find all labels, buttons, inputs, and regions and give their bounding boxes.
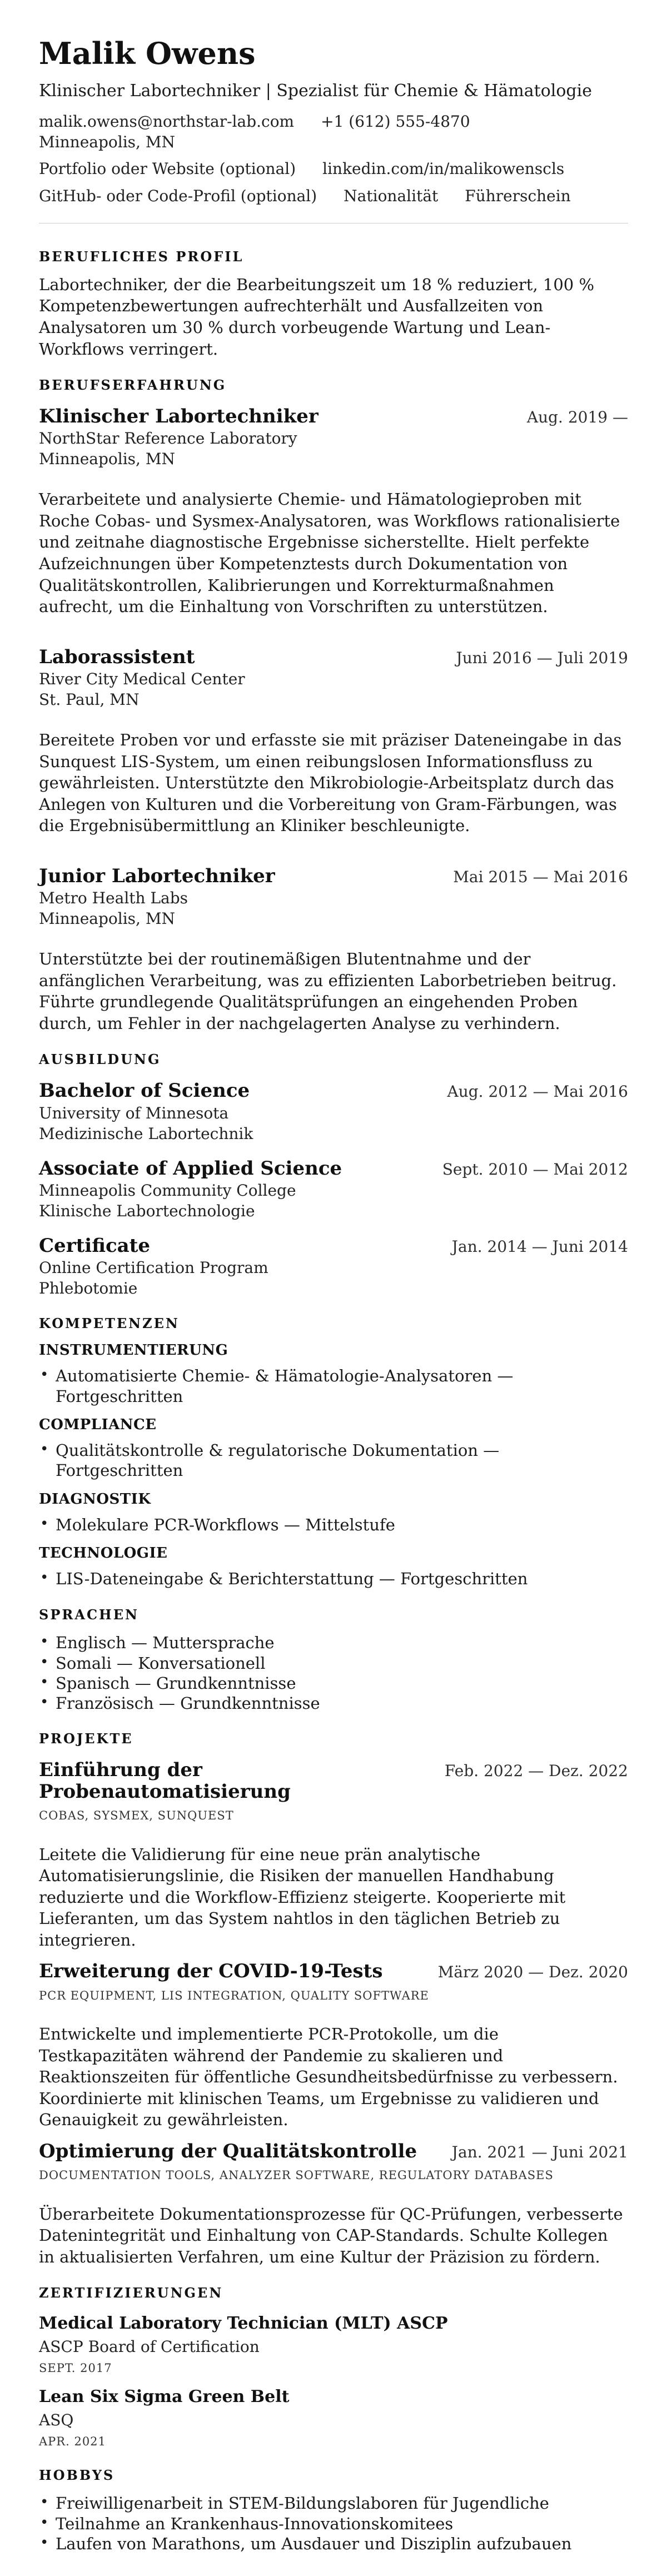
- certification-issuer: ASQ: [39, 2411, 74, 2430]
- certification-date: SEPT. 2017: [39, 2361, 112, 2375]
- contact-drivers-license: Führerschein: [465, 186, 571, 205]
- education-dates: Jan. 2014 — Juni 2014: [451, 1237, 628, 1256]
- skill-item: • Molekulare PCR-Workflows — Mittelstufe: [39, 1515, 628, 1535]
- degree-title: Certificate: [39, 1235, 151, 1257]
- field-of-study: Klinische Labortechnologie: [39, 1202, 255, 1221]
- education-header: [39, 1080, 628, 1102]
- education-header: [39, 1158, 628, 1180]
- job-title: Laborassistent: [39, 645, 195, 668]
- skill-list: [39, 1440, 628, 1481]
- job-dates: Aug. 2019 —: [526, 407, 628, 426]
- project-entries: [39, 1759, 628, 2267]
- hobby-item: • Freiwilligenarbeit in STEM-Bildungslaboren für Jugendliche: [39, 2493, 628, 2513]
- contact-row: [39, 186, 628, 206]
- section-heading: PROJEKTE: [39, 1730, 133, 1747]
- job-company: River City Medical Center: [39, 670, 245, 689]
- project-header: [39, 2141, 628, 2162]
- project-entry: [39, 1961, 628, 2131]
- certification-entry: [39, 2314, 628, 2376]
- contact-nationality: Nationalität: [344, 186, 439, 205]
- certification-issuer: ASCP Board of Certification: [39, 2338, 260, 2356]
- job-title: Klinischer Labortechniker: [39, 405, 318, 427]
- page-title: Malik Owens: [39, 36, 256, 71]
- certification-entry: [39, 2387, 628, 2449]
- job-headline: Klinischer Labortechniker | Spezialist für Chemie & Hämatologie: [39, 81, 592, 101]
- project-tools: PCR EQUIPMENT, LIS INTEGRATION, QUALITY SOFTWARE: [39, 1988, 429, 2002]
- section-heading: BERUFLICHES PROFIL: [39, 248, 244, 265]
- skill-group-title: INSTRUMENTIERUNG: [39, 1342, 228, 1359]
- section-hobbies: [39, 2468, 628, 2554]
- section-experience: [39, 377, 628, 1034]
- experience-entries: [39, 406, 628, 1035]
- hobby-list: [39, 2493, 628, 2554]
- hobby-item: • Laufen von Marathons, um Ausdauer und Disziplin aufzubauen: [39, 2534, 628, 2554]
- project-entry: [39, 2141, 628, 2267]
- project-header: [39, 1961, 628, 1982]
- project-header: [39, 1759, 628, 1803]
- education-entry: [39, 1158, 628, 1221]
- section-heading: KOMPETENZEN: [39, 1315, 180, 1332]
- job-description: Unterstützte bei der routinemäßigen Blutentnahme und der anfänglichen Verarbeitung, was zu effizienten Laborbetrieben beitrug. Führte grundlegende Qualitätsprüfungen an eingehenden Proben durch, um Fehler in der nachgelagerten Analyse zu verhindern.: [39, 949, 617, 1033]
- project-description: Entwickelte und implementierte PCR-Protokolle, um die Testkapazitäten während der Pandemie zu skalieren und Reaktionszeiten für öffentliche Gesundheitsbedürfnisse zu verbessern. Koordinierte mit klinischen Teams, um Ergebnisse zu validieren und Genauigkeit zu gewährleisten.: [39, 2025, 618, 2130]
- skill-group: [39, 1416, 628, 1481]
- school-name: University of Minnesota: [39, 1103, 229, 1122]
- section-heading: HOBBYS: [39, 2466, 115, 2483]
- resume-header: [39, 37, 628, 223]
- project-entry: [39, 1759, 628, 1951]
- project-description: Leitete die Validierung für eine neue prän analytische Automatisierungslinie, die Risiken der manuellen Handhabung reduzierte und die Workflow-Effizienz steigerte. Kooperierte mit Lieferanten, um das System nahtlos in den täglichen Betrieb zu integrieren.: [39, 1844, 566, 1950]
- language-item: • Spanisch — Grundkenntnisse: [39, 1673, 628, 1693]
- project-description: Überarbeitete Dokumentationsprozesse für QC-Prüfungen, verbesserte Datenintegrität und Einhaltung von CAP-Standards. Schulte Kollegen in aktualisierten Verfahren, um eine Kultur der Präzision zu fördern.: [39, 2204, 623, 2266]
- skill-group-title: COMPLIANCE: [39, 1416, 157, 1433]
- certification-date: APR. 2021: [39, 2435, 106, 2449]
- job-company: Metro Health Labs: [39, 889, 188, 908]
- skill-group-title: DIAGNOSTIK: [39, 1490, 151, 1508]
- section-heading: ZERTIFIZIERUNGEN: [39, 2285, 223, 2301]
- job-description: Verarbeitete und analysierte Chemie- und Hämatologieproben mit Roche Cobas- und Sysmex-Analysatoren, was Workflows rationalisierte und zeitnahe diagnostische Ergebnisse sicherstellte. Hielt perfekte Aufzeichnungen über Kompetenztests durch Dokumentation von Qualitätskontrollen, Kalibrierungen und Korrekturmaßnahmen aufrecht, um die Einhaltung von Vorschriften zu unterstützen.: [39, 490, 620, 616]
- project-tools: DOCUMENTATION TOOLS, ANALYZER SOFTWARE, REGULATORY DATABASES: [39, 2169, 554, 2182]
- profile-summary: Labortechniker, der die Bearbeitungszeit um 18 % reduziert, 100 % Kompetenzbewertungen aufrechterhält und Ausfallzeiten von Analysatoren um 30 % durch vorbeugende Wartung und Lean-Workflows verringert.: [39, 275, 595, 359]
- hobby-item: • Teilnahme an Krankenhaus-Innovationskomitees: [39, 2514, 628, 2534]
- section-heading: AUSBILDUNG: [39, 1051, 161, 1068]
- job-entry: [39, 647, 628, 837]
- education-dates: Sept. 2010 — Mai 2012: [442, 1160, 628, 1178]
- skill-group: [39, 1342, 628, 1406]
- project-tools: COBAS, SYSMEX, SUNQUEST: [39, 1809, 234, 1823]
- job-header: [39, 866, 628, 887]
- degree-title: Associate of Applied Science: [39, 1157, 342, 1180]
- skill-item: • Automatisierte Chemie- & Hämatologie-Analysatoren — Fortgeschritten: [39, 1366, 628, 1406]
- contact-block: [39, 112, 628, 206]
- job-company: NorthStar Reference Laboratory: [39, 429, 297, 448]
- section-heading: BERUFSERFAHRUNG: [39, 377, 227, 394]
- contact-portfolio: Portfolio oder Website (optional): [39, 160, 296, 178]
- job-header: [39, 647, 628, 668]
- school-name: Minneapolis Community College: [39, 1181, 296, 1200]
- job-description: Bereitete Proben vor und erfasste sie mit präziser Dateneingabe in das Sunquest LIS-System, um einen reibungslosen Informationsfluss zu gewährleisten. Unterstützte den Mikrobiologie-Arbeitsplatz durch das Anlegen von Kulturen und die Vorbereitung von Gram-Färbungen, was die Ergebnisübermittlung an Kliniker beschleunigte.: [39, 730, 622, 836]
- certification-entries: [39, 2314, 628, 2450]
- contact-email: malik.owens@northstar-lab.com: [39, 112, 295, 131]
- project-title: Einführung der Probenautomatisierung: [39, 1759, 291, 1803]
- job-title: Junior Labortechniker: [39, 864, 275, 887]
- certification-name: Lean Six Sigma Green Belt: [39, 2387, 290, 2407]
- section-certifications: [39, 2285, 628, 2449]
- job-location: Minneapolis, MN: [39, 450, 175, 469]
- section-projects: [39, 1731, 628, 2267]
- contact-location: Minneapolis, MN: [39, 132, 175, 151]
- job-header: [39, 406, 628, 427]
- education-header: [39, 1235, 628, 1257]
- language-item: • Englisch — Muttersprache: [39, 1633, 628, 1653]
- education-dates: Aug. 2012 — Mai 2016: [447, 1082, 628, 1101]
- section-skills: [39, 1316, 628, 1589]
- field-of-study: Medizinische Labortechnik: [39, 1124, 253, 1143]
- contact-linkedin: linkedin.com/in/malikowenscls: [322, 160, 565, 178]
- skill-group-title: TECHNOLOGIE: [39, 1545, 168, 1562]
- contact-row: [39, 159, 628, 179]
- job-dates: Mai 2015 — Mai 2016: [453, 867, 628, 886]
- contact-row: [39, 112, 628, 152]
- language-item: • Somali — Konversationell: [39, 1653, 628, 1673]
- school-name: Online Certification Program: [39, 1259, 268, 1277]
- section-languages: [39, 1607, 628, 1714]
- section-heading: SPRACHEN: [39, 1606, 139, 1623]
- section-education: [39, 1052, 628, 1298]
- project-title: Optimierung der Qualitätskontrolle: [39, 2140, 417, 2162]
- job-location: Minneapolis, MN: [39, 909, 175, 928]
- skill-group: [39, 1491, 628, 1535]
- skill-list: [39, 1366, 628, 1406]
- project-dates: Jan. 2021 — Juni 2021: [451, 2142, 628, 2161]
- project-title: Erweiterung der COVID-19-Tests: [39, 1960, 383, 1983]
- field-of-study: Phlebotomie: [39, 1279, 138, 1298]
- skill-group: [39, 1545, 628, 1589]
- job-dates: Juni 2016 — Juli 2019: [456, 648, 628, 667]
- skill-item: • Qualitätskontrolle & regulatorische Dokumentation — Fortgeschritten: [39, 1440, 628, 1481]
- project-dates: März 2020 — Dez. 2020: [437, 1963, 628, 1982]
- job-location: St. Paul, MN: [39, 690, 140, 709]
- skill-list: [39, 1569, 628, 1589]
- language-list: [39, 1633, 628, 1713]
- skill-list: [39, 1515, 628, 1535]
- certification-name: Medical Laboratory Technician (MLT) ASCP: [39, 2314, 448, 2334]
- contact-github: GitHub- oder Code-Profil (optional): [39, 186, 317, 205]
- section-profile: [39, 249, 628, 360]
- education-entries: [39, 1080, 628, 1298]
- job-entry: [39, 406, 628, 618]
- degree-title: Bachelor of Science: [39, 1080, 250, 1102]
- job-entry: [39, 866, 628, 1035]
- education-entry: [39, 1080, 628, 1143]
- education-entry: [39, 1235, 628, 1298]
- project-dates: Feb. 2022 — Dez. 2022: [444, 1762, 628, 1781]
- skill-item: • LIS-Dateneingabe & Berichterstattung — Fortgeschritten: [39, 1569, 628, 1589]
- contact-phone: +1 (612) 555-4870: [321, 112, 470, 131]
- language-item: • Französisch — Grundkenntnisse: [39, 1693, 628, 1713]
